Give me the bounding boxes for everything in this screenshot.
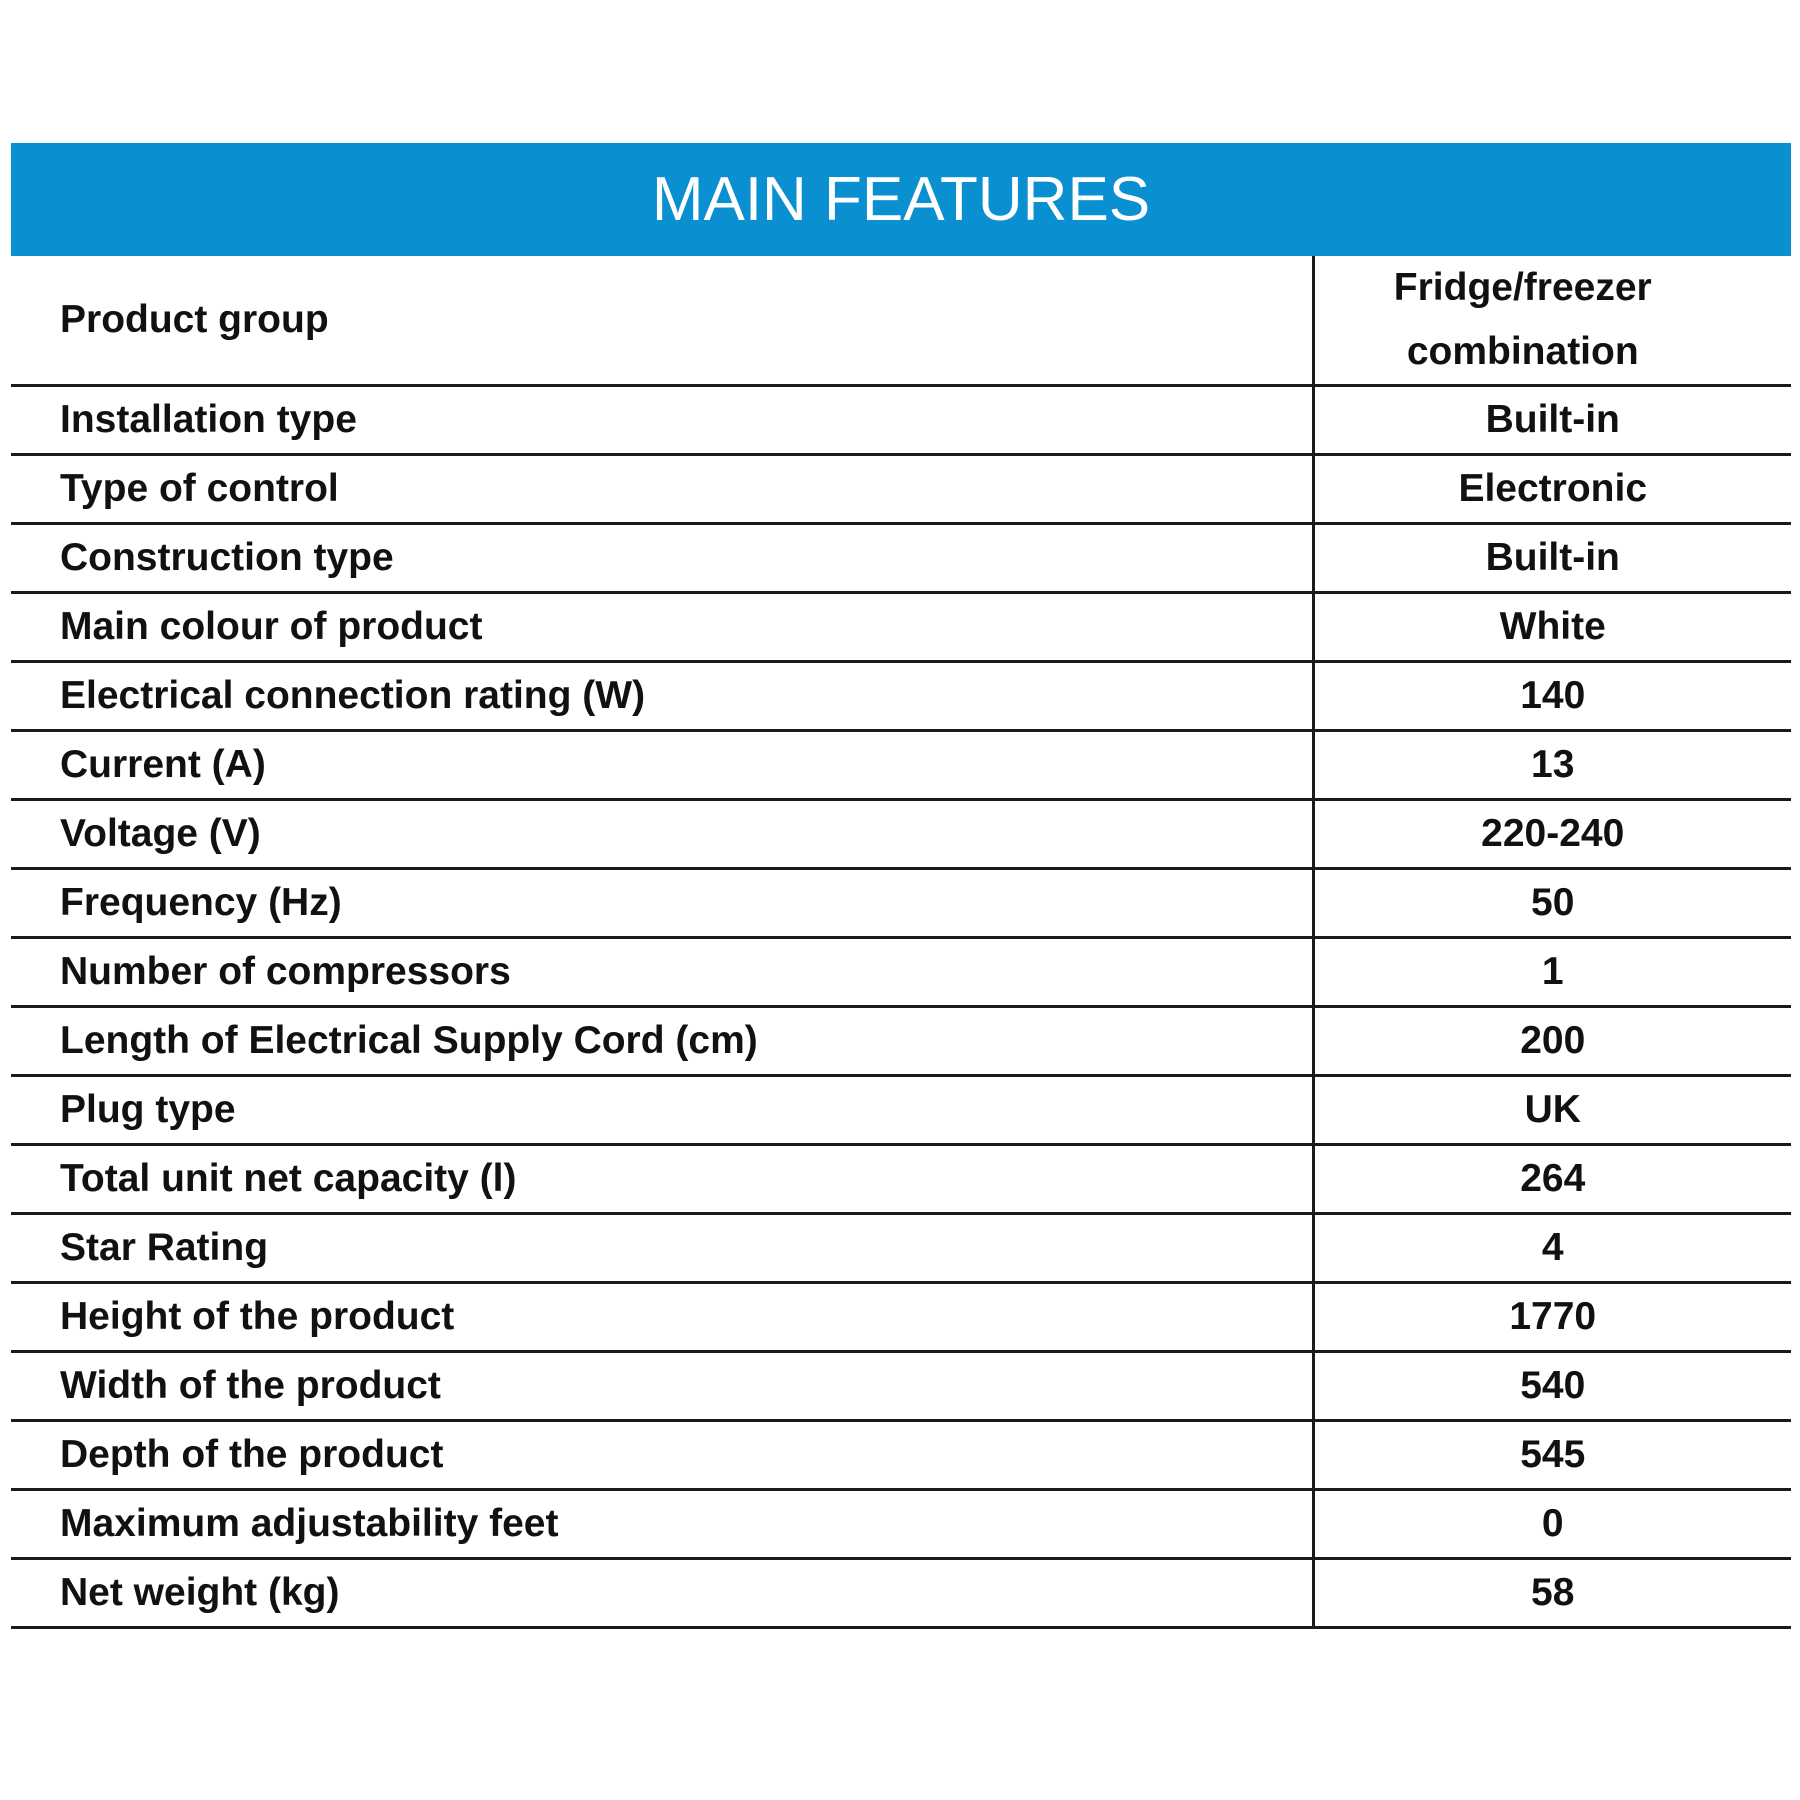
- row-label: Height of the product: [11, 1283, 1313, 1352]
- row-label: Number of compressors: [11, 938, 1313, 1007]
- row-value: Electronic: [1313, 455, 1791, 524]
- table-row: [11, 800, 1791, 869]
- row-label: Main colour of product: [11, 593, 1313, 662]
- row-label: Construction type: [11, 524, 1313, 593]
- table-row: [11, 256, 1791, 386]
- features-table: [11, 256, 1791, 1629]
- table-row: [11, 938, 1791, 1007]
- row-value: Fridge/freezer combination: [1313, 256, 1791, 386]
- row-value: 1770: [1313, 1283, 1791, 1352]
- table-row: [11, 1145, 1791, 1214]
- row-label: Length of Electrical Supply Cord (cm): [11, 1007, 1313, 1076]
- table-row: [11, 1076, 1791, 1145]
- row-label: Current (A): [11, 731, 1313, 800]
- row-label: Width of the product: [11, 1352, 1313, 1421]
- row-value: 545: [1313, 1421, 1791, 1490]
- table-row: [11, 1421, 1791, 1490]
- table-row: [11, 1214, 1791, 1283]
- table-row: [11, 1283, 1791, 1352]
- table-row: [11, 1352, 1791, 1421]
- row-value: 50: [1313, 869, 1791, 938]
- row-label: Plug type: [11, 1076, 1313, 1145]
- row-label: Total unit net capacity (l): [11, 1145, 1313, 1214]
- row-label: Type of control: [11, 455, 1313, 524]
- row-value: 0: [1313, 1490, 1791, 1559]
- row-label: Depth of the product: [11, 1421, 1313, 1490]
- row-label: Frequency (Hz): [11, 869, 1313, 938]
- table-row: [11, 524, 1791, 593]
- row-label: Product group: [11, 256, 1313, 386]
- row-value: 264: [1313, 1145, 1791, 1214]
- row-label: Star Rating: [11, 1214, 1313, 1283]
- row-value: 220-240: [1313, 800, 1791, 869]
- table-row: [11, 662, 1791, 731]
- table-row: [11, 1559, 1791, 1628]
- row-value: 1: [1313, 938, 1791, 1007]
- row-label: Maximum adjustability feet: [11, 1490, 1313, 1559]
- row-value: White: [1313, 593, 1791, 662]
- row-value: 58: [1313, 1559, 1791, 1628]
- row-value: Built-in: [1313, 524, 1791, 593]
- row-value: 13: [1313, 731, 1791, 800]
- table-row: [11, 731, 1791, 800]
- row-label: Installation type: [11, 386, 1313, 455]
- row-value: UK: [1313, 1076, 1791, 1145]
- row-value: 540: [1313, 1352, 1791, 1421]
- row-value: 200: [1313, 1007, 1791, 1076]
- row-value: Built-in: [1313, 386, 1791, 455]
- row-value: 4: [1313, 1214, 1791, 1283]
- table-row: [11, 1007, 1791, 1076]
- spec-sheet: [11, 143, 1791, 1629]
- row-label: Voltage (V): [11, 800, 1313, 869]
- table-row: [11, 455, 1791, 524]
- page-title: MAIN FEATURES: [651, 165, 1151, 234]
- row-label: Net weight (kg): [11, 1559, 1313, 1628]
- row-value: 140: [1313, 662, 1791, 731]
- title-bar: [11, 143, 1791, 256]
- row-label: Electrical connection rating (W): [11, 662, 1313, 731]
- table-row: [11, 386, 1791, 455]
- table-row: [11, 1490, 1791, 1559]
- table-row: [11, 593, 1791, 662]
- table-row: [11, 869, 1791, 938]
